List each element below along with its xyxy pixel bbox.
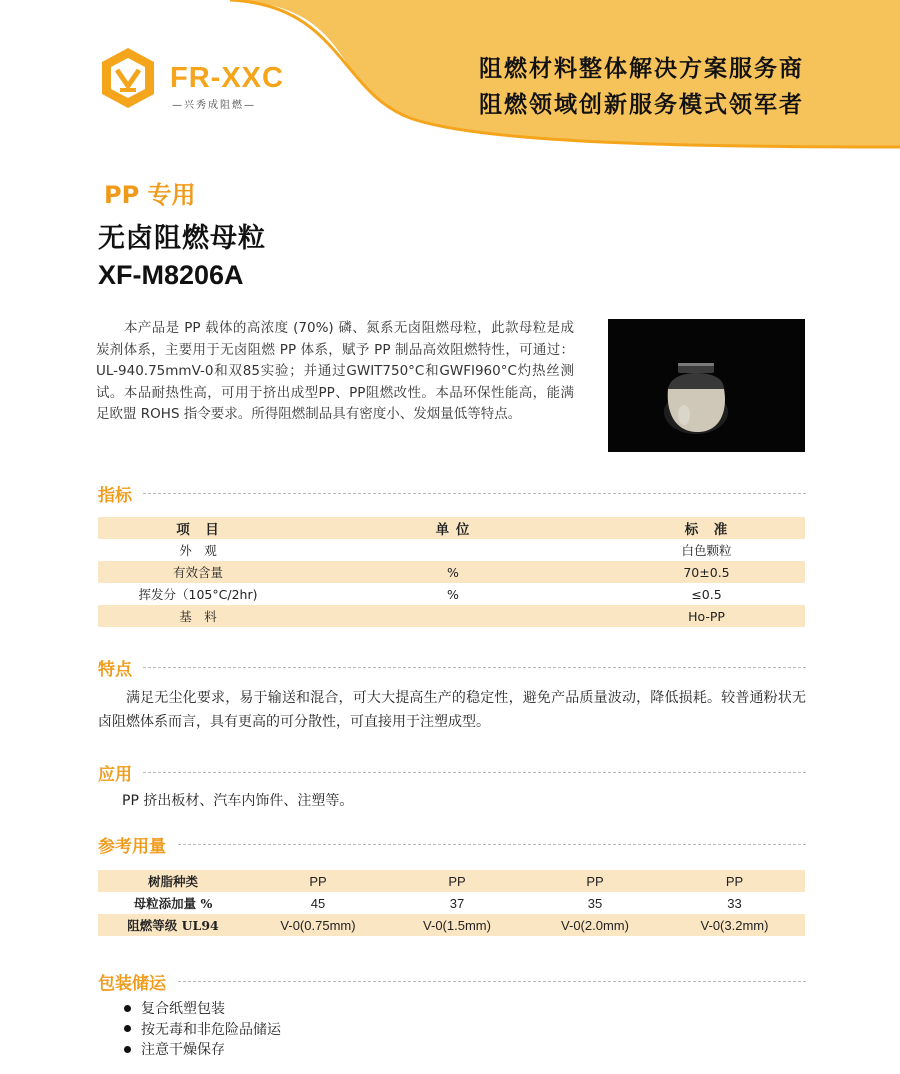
table-cell: ≤0.5 [691, 586, 722, 602]
table-cell: 外 观 [179, 543, 217, 558]
table-cell: PP [664, 870, 805, 892]
table-cell [298, 539, 608, 561]
table-cell: PP [526, 870, 664, 892]
column-header: 标 准 [608, 517, 805, 539]
table-cell: Ho-PP [608, 605, 805, 627]
bullet-icon [124, 1025, 131, 1032]
section-title-features: 特点 [98, 655, 142, 680]
table-cell: 基 料 [98, 605, 298, 627]
product-category: PP 专用 [104, 181, 196, 209]
section-title-dosage: 参考用量 [98, 832, 176, 857]
list-item [124, 1019, 281, 1040]
table-cell: PP [248, 870, 388, 892]
table-row [98, 892, 805, 914]
product-model: XF-M8206A [98, 260, 244, 290]
table-row [98, 539, 805, 561]
section-header-spec [98, 481, 806, 506]
section-title-packing: 包装储运 [98, 969, 176, 994]
column-header: 项 目 [98, 517, 298, 539]
table-cell: V-0(3.2mm) [664, 914, 805, 936]
list-item-text: 复合纸塑包装 [141, 1001, 225, 1018]
spec-table [98, 517, 805, 627]
bullet-icon [124, 1005, 131, 1012]
table-cell: V-0(2.0mm) [526, 914, 664, 936]
table-cell: 阻燃等级 UL94 [98, 914, 248, 936]
table-row [98, 870, 805, 892]
list-item-text: 按无毒和非危险品储运 [141, 1021, 281, 1038]
section-header-features [98, 655, 806, 680]
table-row [98, 561, 805, 583]
bullet-icon [124, 1046, 131, 1053]
table-cell: 树脂种类 [98, 870, 248, 892]
table-cell: 35 [587, 895, 603, 911]
brand-subtitle: —兴秀成阻燃— [172, 100, 256, 111]
slogan-line-2: 阻燃领域创新服务模式领军者 [479, 92, 804, 118]
table-cell: 母粒添加量 % [133, 896, 213, 911]
application-text: PP 挤出板材、汽车内饰件、注塑等。 [122, 793, 354, 809]
section-title-spec: 指标 [98, 481, 142, 506]
section-title-application: 应用 [98, 760, 142, 785]
slogan-line-1: 阻燃材料整体解决方案服务商 [479, 56, 804, 82]
table-row [98, 605, 805, 627]
brand-logo-icon [98, 46, 158, 110]
table-header-row [98, 517, 805, 539]
table-cell: 有效含量 [98, 561, 298, 583]
table-cell: PP [388, 870, 526, 892]
table-cell: 70±0.5 [608, 561, 805, 583]
table-cell [298, 605, 608, 627]
product-name: 无卤阻燃母粒 [98, 223, 266, 254]
table-cell: 37 [449, 895, 465, 911]
product-intro: 本产品是 PP 载体的高浓度 (70%) 磷、氮系无卤阻燃母粒，此款母粒是成炭剂体系，主要用于无卤阻燃 PP 体系，赋予 PP 制品高效阻燃特性，可通过：UL-940.75mmV-0和双85实验；并通过GWIT750°C和GWFI960°C灼热丝测试。本品耐热性高，可用于挤出成型PP、PP阻燃改性。本品环保性能高，能满足欧盟 ROHS 指令要求。所得阻燃制品具有密度小、发烟量低等特点。 [96, 320, 574, 422]
table-cell: 33 [727, 895, 742, 911]
section-header-dosage [98, 832, 806, 857]
packing-list [124, 998, 281, 1060]
brand-name: FR-XXC [170, 62, 284, 94]
table-cell: % [298, 561, 608, 583]
column-header: 单 位 [298, 517, 608, 539]
section-header-application [98, 760, 806, 785]
list-item-text: 注意干燥保存 [141, 1042, 225, 1059]
table-cell: V-0(0.75mm) [248, 914, 388, 936]
table-cell: 挥发分（105°C/2hr) [138, 587, 258, 602]
table-row [98, 914, 805, 936]
table-cell: 白色颗粒 [681, 543, 732, 558]
section-header-packing [98, 969, 806, 994]
features-text: 满足无尘化要求，易于输送和混合，可大大提高生产的稳定性，避免产品质量波动，降低损耗。较普通粉状无卤阻燃体系而言，具有更高的可分散性，可直接用于注塑成型。 [98, 690, 806, 730]
product-photo [608, 319, 805, 452]
table-cell: 45 [310, 895, 326, 911]
list-item [124, 998, 281, 1019]
table-cell: % [447, 586, 459, 602]
table-cell: V-0(1.5mm) [388, 914, 526, 936]
dosage-table [98, 870, 805, 936]
table-row [98, 583, 805, 605]
list-item [124, 1039, 281, 1060]
